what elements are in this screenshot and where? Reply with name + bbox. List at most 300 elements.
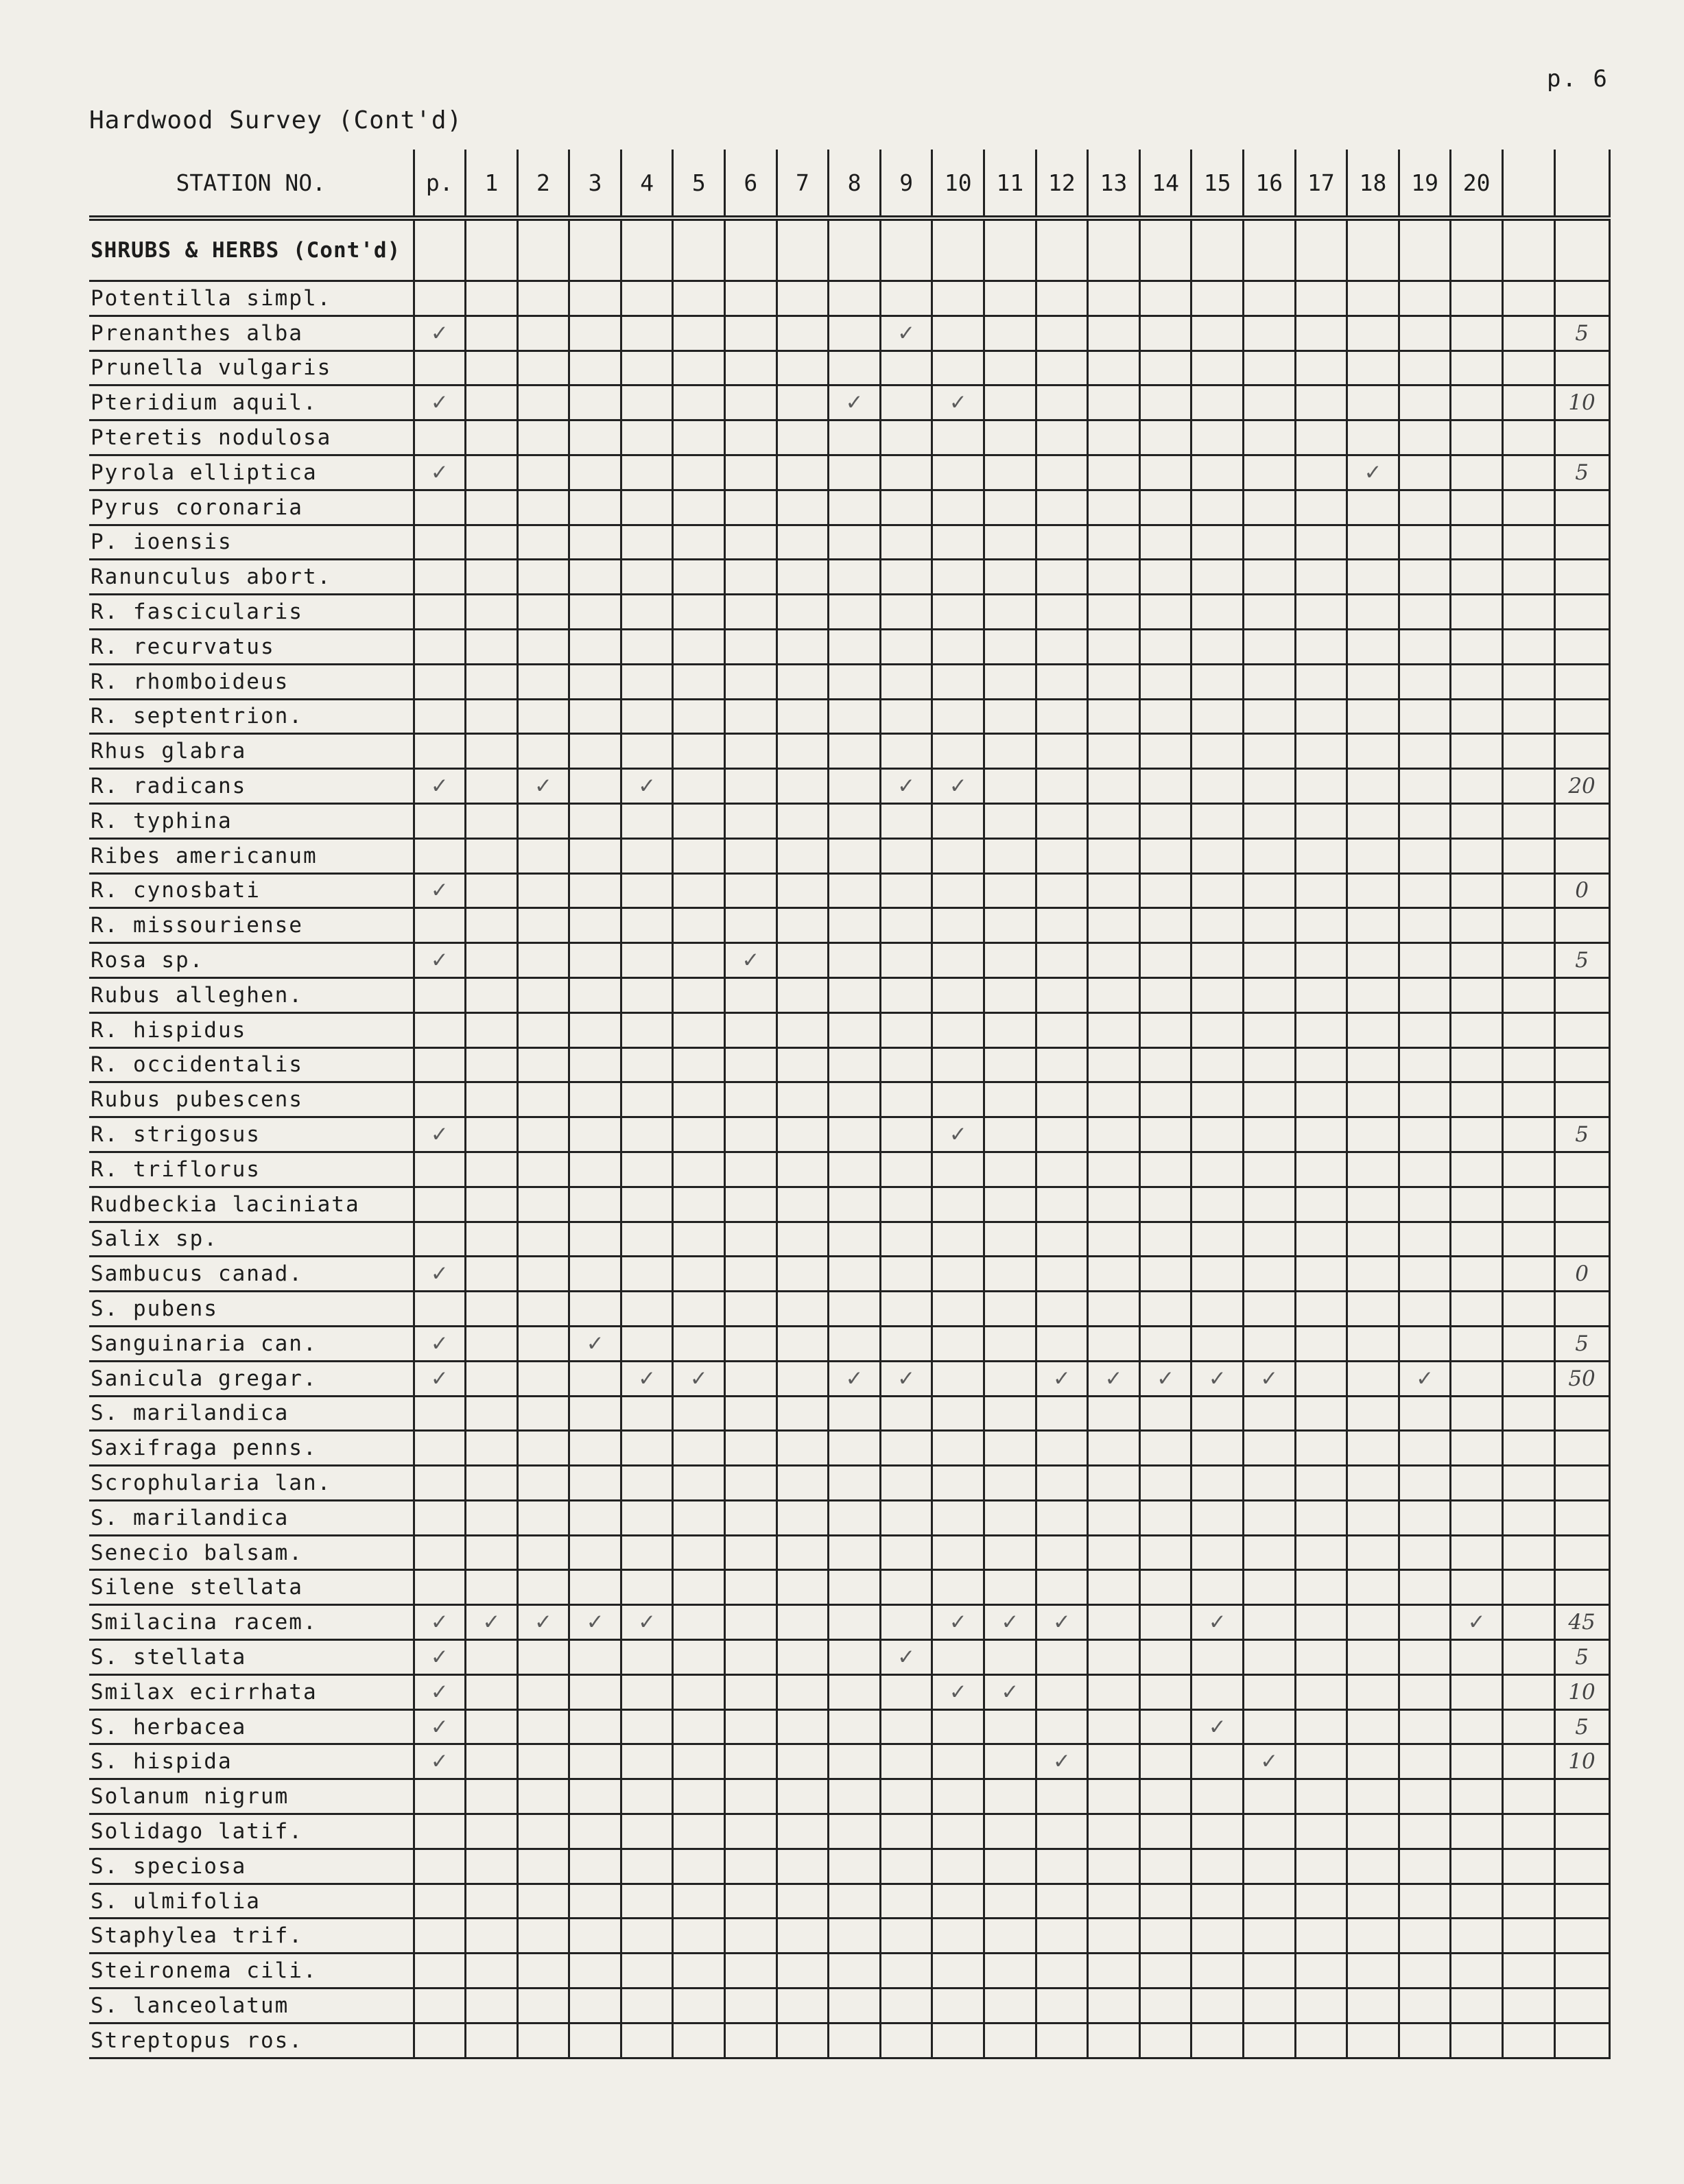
grid-cell [673,838,725,873]
station-no-header: STATION NO. [89,150,414,218]
grid-cell [829,873,881,908]
grid-cell [932,281,984,316]
grid-cell [1399,1570,1451,1605]
grid-cell [984,1396,1036,1431]
grid-cell [984,1292,1036,1327]
column-header-13: 13 [1088,150,1140,218]
grid-cell [725,1222,777,1257]
grid-cell [621,1117,673,1152]
check-mark-icon: ✓ [1191,1709,1244,1744]
grid-cell [673,1674,725,1709]
grid-cell [1244,1919,1296,1954]
grid-cell [1139,1012,1191,1047]
grid-cell [414,1884,466,1919]
grid-cell [932,977,984,1012]
grid-cell [1139,769,1191,804]
grid-cell [984,1466,1036,1501]
grid-cell [1036,1012,1088,1047]
grid-cell [414,281,466,316]
grid-cell [466,595,518,630]
grid-cell [673,1814,725,1849]
grid-cell [1502,490,1554,525]
grid-cell [621,281,673,316]
table-row [89,803,1609,838]
grid-cell [984,385,1036,420]
grid-cell [1088,873,1140,908]
grid-cell [1139,1257,1191,1292]
species-name: R. rhomboideus [89,664,414,699]
table-row [89,455,1609,490]
grid-cell [621,838,673,873]
section-cell [829,218,881,281]
grid-cell [466,560,518,595]
grid-cell [829,1396,881,1431]
table-row [89,1361,1609,1396]
grid-cell [1191,1535,1244,1570]
grid-cell [517,1919,569,1954]
grid-cell [569,2023,621,2058]
grid-cell [1399,2023,1451,2058]
grid-cell [517,977,569,1012]
grid-cell [984,1257,1036,1292]
grid-cell [829,560,881,595]
check-mark-icon: ✓ [1036,1744,1088,1779]
table-row [89,1012,1609,1047]
grid-cell [517,1640,569,1675]
grid-cell [1036,1500,1088,1535]
grid-cell [1399,734,1451,769]
species-name: Rubus alleghen. [89,977,414,1012]
grid-cell [1502,908,1554,943]
check-mark-icon: ✓ [1451,1605,1503,1640]
grid-cell [569,1744,621,1779]
grid-cell [673,1187,725,1222]
grid-cell [466,1431,518,1466]
grid-cell [1502,525,1554,560]
grid-cell [621,1012,673,1047]
grid-cell [466,1117,518,1152]
grid-cell [1244,1814,1296,1849]
grid-cell [1347,664,1399,699]
grid-cell [1088,1466,1140,1501]
grid-cell [414,1779,466,1814]
total-cell [1554,1500,1609,1535]
grid-cell [932,1152,984,1187]
grid-cell [829,1292,881,1327]
column-header-5: 5 [673,150,725,218]
total-cell [1554,595,1609,630]
grid-cell [932,1779,984,1814]
grid-cell [621,1674,673,1709]
grid-cell [932,1361,984,1396]
check-mark-icon: ✓ [414,1709,466,1744]
grid-cell [1295,1361,1347,1396]
grid-cell [1036,803,1088,838]
grid-cell [1139,1570,1191,1605]
grid-cell [673,595,725,630]
grid-cell [569,1570,621,1605]
grid-cell [932,803,984,838]
grid-cell [880,1047,932,1082]
species-name: S. herbacea [89,1709,414,1744]
grid-cell [725,2023,777,2058]
table-row [89,1187,1609,1222]
total-cell [1554,1012,1609,1047]
grid-cell [517,1535,569,1570]
grid-cell [1502,1849,1554,1884]
grid-cell [621,1047,673,1082]
grid-cell [1399,977,1451,1012]
grid-cell [1451,2023,1503,2058]
grid-cell [1139,1396,1191,1431]
grid-cell [517,629,569,664]
grid-cell [1191,908,1244,943]
grid-cell [1502,595,1554,630]
grid-cell [621,1884,673,1919]
grid-cell [829,1117,881,1152]
grid-cell [1139,1326,1191,1361]
grid-cell [1347,1117,1399,1152]
grid-cell [776,1257,829,1292]
table-row [89,1396,1609,1431]
grid-cell [829,420,881,455]
grid-cell [776,1849,829,1884]
column-header-6: 6 [725,150,777,218]
section-cell [1554,218,1609,281]
species-name: R. septentrion. [89,699,414,734]
check-mark-icon: ✓ [1088,1361,1140,1396]
grid-cell [984,351,1036,385]
grid-cell [1036,1640,1088,1675]
section-cell [1244,218,1296,281]
total-cell [1554,1919,1609,1954]
grid-cell [725,1640,777,1675]
grid-cell [1191,560,1244,595]
grid-cell [984,1082,1036,1117]
check-mark-icon: ✓ [829,385,881,420]
grid-cell [517,1257,569,1292]
grid-cell [725,595,777,630]
grid-cell [1347,1257,1399,1292]
grid-cell [673,977,725,1012]
grid-cell [621,351,673,385]
grid-cell [776,1466,829,1501]
grid-cell [1451,1919,1503,1954]
grid-cell [776,1082,829,1117]
grid-cell [1036,943,1088,978]
grid-cell [829,1466,881,1501]
grid-cell [1451,1989,1503,2023]
table-row [89,769,1609,804]
grid-cell [1088,1884,1140,1919]
grid-cell [1244,455,1296,490]
grid-cell [932,1466,984,1501]
species-name: R. cynosbati [89,873,414,908]
grid-cell [1347,908,1399,943]
grid-cell [1036,455,1088,490]
grid-cell [466,385,518,420]
section-cell [1139,218,1191,281]
grid-cell [1399,838,1451,873]
grid-cell [673,316,725,351]
grid-cell [1139,1466,1191,1501]
table-row [89,1674,1609,1709]
grid-cell [776,1884,829,1919]
total-cell: 10 [1554,1674,1609,1709]
grid-cell [776,490,829,525]
grid-cell [1347,734,1399,769]
total-cell [1554,1884,1609,1919]
check-mark-icon: ✓ [880,1361,932,1396]
grid-cell [621,1152,673,1187]
grid-cell [1036,1152,1088,1187]
grid-cell [1399,595,1451,630]
grid-cell [1139,316,1191,351]
section-cell [1451,218,1503,281]
grid-cell [673,2023,725,2058]
section-cell [932,218,984,281]
grid-cell [1295,385,1347,420]
grid-cell [984,490,1036,525]
grid-cell [932,1500,984,1535]
grid-cell [569,1989,621,2023]
grid-cell [569,1257,621,1292]
grid-cell [1295,1779,1347,1814]
grid-cell [673,560,725,595]
grid-cell [1399,1605,1451,1640]
grid-cell [829,1431,881,1466]
grid-cell [1244,595,1296,630]
grid-cell [1451,1535,1503,1570]
grid-cell [517,1292,569,1327]
grid-cell [673,455,725,490]
grid-cell [880,873,932,908]
grid-cell [569,1814,621,1849]
grid-cell [1191,595,1244,630]
grid-cell [1502,1674,1554,1709]
grid-cell [673,734,725,769]
grid-cell [1451,1326,1503,1361]
grid-cell [1502,1605,1554,1640]
grid-cell [1139,560,1191,595]
grid-cell [673,351,725,385]
grid-cell [1295,1292,1347,1327]
grid-cell [621,385,673,420]
grid-cell [1139,281,1191,316]
total-cell [1554,908,1609,943]
column-header-1: 1 [466,150,518,218]
grid-cell [880,838,932,873]
grid-cell [984,1849,1036,1884]
table-row [89,1954,1609,1989]
grid-cell [776,2023,829,2058]
grid-cell [725,281,777,316]
grid-cell [1191,1222,1244,1257]
grid-cell [1295,1919,1347,1954]
grid-cell [1191,490,1244,525]
grid-cell [569,1674,621,1709]
grid-cell [1244,873,1296,908]
grid-cell [776,769,829,804]
grid-cell [569,699,621,734]
column-header-15: 15 [1191,150,1244,218]
column-header-4: 4 [621,150,673,218]
column-header-18: 18 [1347,150,1399,218]
grid-cell [880,734,932,769]
grid-cell [880,1535,932,1570]
grid-cell [776,1326,829,1361]
check-mark-icon: ✓ [414,1640,466,1675]
total-cell [1554,1814,1609,1849]
grid-cell [932,734,984,769]
grid-cell [1399,1535,1451,1570]
grid-cell [932,1709,984,1744]
grid-cell [880,1709,932,1744]
grid-cell [466,1466,518,1501]
grid-cell [984,1919,1036,1954]
grid-cell [569,1047,621,1082]
grid-cell [1399,1884,1451,1919]
grid-cell [829,1744,881,1779]
grid-cell [1502,1117,1554,1152]
grid-cell [1088,1535,1140,1570]
grid-cell [1295,803,1347,838]
grid-cell [1191,1744,1244,1779]
grid-cell [414,1152,466,1187]
grid-cell [1347,1674,1399,1709]
grid-cell [984,1500,1036,1535]
grid-cell [673,769,725,804]
grid-cell [1244,1954,1296,1989]
grid-cell [829,1954,881,1989]
grid-cell [1244,385,1296,420]
grid-cell [725,560,777,595]
grid-cell [829,1257,881,1292]
grid-cell [1399,1257,1451,1292]
grid-cell [829,1326,881,1361]
grid-cell [932,943,984,978]
grid-cell [829,281,881,316]
grid-cell [466,1152,518,1187]
grid-cell [1139,664,1191,699]
grid-cell [1088,560,1140,595]
grid-cell [1295,1012,1347,1047]
grid-cell [517,1884,569,1919]
grid-cell [1399,908,1451,943]
grid-cell [984,595,1036,630]
grid-cell [1036,908,1088,943]
grid-cell [1088,1292,1140,1327]
grid-cell [1139,1709,1191,1744]
table-row [89,1117,1609,1152]
grid-cell [466,1744,518,1779]
grid-cell [466,1326,518,1361]
grid-cell [621,2023,673,2058]
grid-cell [673,1012,725,1047]
section-cell [569,218,621,281]
grid-cell [984,734,1036,769]
grid-cell [1191,1500,1244,1535]
grid-cell [1036,1849,1088,1884]
grid-cell [1191,1779,1244,1814]
grid-cell [725,1082,777,1117]
grid-cell [1139,1535,1191,1570]
grid-cell [1347,1082,1399,1117]
grid-cell [776,1919,829,1954]
grid-cell [466,1012,518,1047]
grid-cell [1244,1674,1296,1709]
grid-cell [673,525,725,560]
grid-cell [932,1326,984,1361]
grid-cell [1295,1989,1347,2023]
grid-cell [1295,1535,1347,1570]
grid-cell [1451,1257,1503,1292]
grid-cell [932,1396,984,1431]
grid-cell [1036,490,1088,525]
grid-cell [1088,490,1140,525]
grid-cell [1451,595,1503,630]
grid-cell [880,1466,932,1501]
check-mark-icon: ✓ [414,873,466,908]
table-row [89,1047,1609,1082]
grid-cell [517,1047,569,1082]
grid-cell [1399,1222,1451,1257]
grid-cell [1502,769,1554,804]
species-name: Pyrola elliptica [89,455,414,490]
grid-cell [466,1535,518,1570]
grid-cell [1295,734,1347,769]
grid-cell [880,1257,932,1292]
grid-cell [1191,1396,1244,1431]
grid-cell [1502,1884,1554,1919]
grid-cell [829,803,881,838]
grid-cell [880,1744,932,1779]
grid-cell [1139,1047,1191,1082]
grid-cell [984,1989,1036,2023]
grid-cell [1451,1187,1503,1222]
grid-cell [776,838,829,873]
grid-cell [932,525,984,560]
grid-cell [1451,1012,1503,1047]
grid-cell [1191,1570,1244,1605]
grid-cell [1502,420,1554,455]
grid-cell [1295,873,1347,908]
species-name: R. strigosus [89,1117,414,1152]
grid-cell [569,1466,621,1501]
grid-cell [466,1814,518,1849]
grid-cell [880,1605,932,1640]
grid-cell [1347,351,1399,385]
species-name: Solidago latif. [89,1814,414,1849]
grid-cell [984,1744,1036,1779]
grid-cell [1244,1117,1296,1152]
grid-cell [466,351,518,385]
grid-cell [984,629,1036,664]
grid-cell [621,943,673,978]
grid-cell [880,977,932,1012]
grid-cell [932,1012,984,1047]
grid-cell [725,1919,777,1954]
grid-cell [725,1292,777,1327]
grid-cell [725,1884,777,1919]
grid-cell [1191,1674,1244,1709]
grid-cell [880,1326,932,1361]
species-name: S. pubens [89,1292,414,1327]
grid-cell [621,560,673,595]
grid-cell [517,560,569,595]
grid-cell [1036,1709,1088,1744]
grid-cell [1347,873,1399,908]
